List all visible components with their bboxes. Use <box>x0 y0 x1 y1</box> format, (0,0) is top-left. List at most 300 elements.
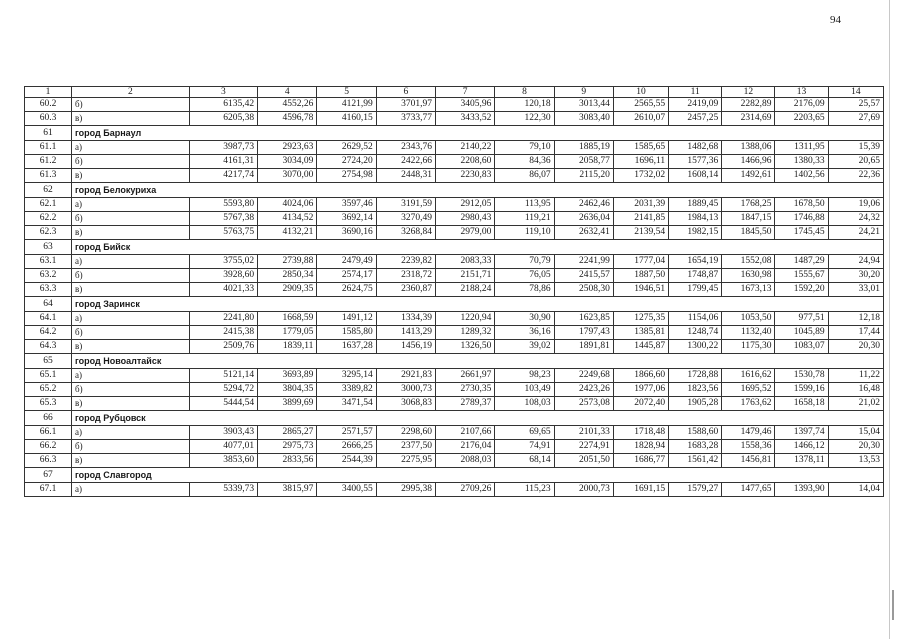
city-row <box>25 297 884 312</box>
row-index: 67 <box>25 468 72 483</box>
row-index: 64.1 <box>25 312 72 326</box>
table-cell: 1977,06 <box>613 383 668 397</box>
row-label: а) <box>72 141 190 155</box>
table-cell: 3013,44 <box>554 98 613 112</box>
city-row <box>25 183 884 198</box>
row-index: 63 <box>25 240 72 255</box>
table-cell: 1393,90 <box>775 483 828 497</box>
table-cell: 3903,43 <box>189 426 258 440</box>
table-cell: 2241,99 <box>554 255 613 269</box>
table-row <box>25 383 884 397</box>
page-number: 94 <box>830 14 841 26</box>
table-cell: 36,16 <box>495 326 554 340</box>
column-header: 3 <box>189 87 258 98</box>
column-header: 11 <box>669 87 722 98</box>
table-cell: 98,23 <box>495 369 554 383</box>
city-name: город Заринск <box>72 297 884 312</box>
table-cell: 1385,81 <box>613 326 668 340</box>
table-cell: 3471,54 <box>317 397 376 411</box>
table-cell: 1456,19 <box>376 340 435 354</box>
table-cell: 2479,49 <box>317 255 376 269</box>
table-cell: 15,39 <box>828 141 883 155</box>
row-label: б) <box>72 155 190 169</box>
table-cell: 2980,43 <box>436 212 495 226</box>
table-cell: 1678,50 <box>775 198 828 212</box>
table-cell: 1891,81 <box>554 340 613 354</box>
row-label: а) <box>72 198 190 212</box>
table-cell: 1984,13 <box>669 212 722 226</box>
table-cell: 30,90 <box>495 312 554 326</box>
table-row <box>25 141 884 155</box>
row-label: б) <box>72 326 190 340</box>
table-cell: 1175,30 <box>722 340 775 354</box>
row-label: б) <box>72 440 190 454</box>
row-label: а) <box>72 369 190 383</box>
table-cell: 2101,33 <box>554 426 613 440</box>
table-cell: 5294,72 <box>189 383 258 397</box>
table-cell: 3804,35 <box>258 383 317 397</box>
table-cell: 2058,77 <box>554 155 613 169</box>
table-cell: 2298,60 <box>376 426 435 440</box>
table-cell: 4021,33 <box>189 283 258 297</box>
table-cell: 1777,04 <box>613 255 668 269</box>
table-cell: 1491,12 <box>317 312 376 326</box>
table-cell: 1445,87 <box>613 340 668 354</box>
table-cell: 1718,48 <box>613 426 668 440</box>
table-cell: 3433,52 <box>436 112 495 126</box>
table-cell: 1845,50 <box>722 226 775 240</box>
table-cell: 2140,22 <box>436 141 495 155</box>
table-cell: 1887,50 <box>613 269 668 283</box>
table-cell: 4161,31 <box>189 155 258 169</box>
column-header: 12 <box>722 87 775 98</box>
table-row <box>25 255 884 269</box>
row-index: 67.1 <box>25 483 72 497</box>
table-cell: 1132,40 <box>722 326 775 340</box>
table-cell: 1823,56 <box>669 383 722 397</box>
row-index: 60.2 <box>25 98 72 112</box>
table-cell: 2419,09 <box>669 98 722 112</box>
table-cell: 1691,15 <box>613 483 668 497</box>
table-cell: 3928,60 <box>189 269 258 283</box>
table-cell: 2995,38 <box>376 483 435 497</box>
table-cell: 1768,25 <box>722 198 775 212</box>
table-cell: 3987,73 <box>189 141 258 155</box>
table-cell: 2176,04 <box>436 440 495 454</box>
table-cell: 3733,77 <box>376 112 435 126</box>
table-cell: 2318,72 <box>376 269 435 283</box>
row-label: а) <box>72 483 190 497</box>
table-cell: 2739,88 <box>258 255 317 269</box>
table-cell: 1456,81 <box>722 454 775 468</box>
table-cell: 17,44 <box>828 326 883 340</box>
table-cell: 1585,65 <box>613 141 668 155</box>
table-cell: 1732,02 <box>613 169 668 183</box>
table-row <box>25 454 884 468</box>
row-index: 62 <box>25 183 72 198</box>
table-cell: 3755,02 <box>189 255 258 269</box>
row-index: 64 <box>25 297 72 312</box>
table-cell: 15,04 <box>828 426 883 440</box>
column-header: 13 <box>775 87 828 98</box>
table-cell: 2912,05 <box>436 198 495 212</box>
row-index: 66.2 <box>25 440 72 454</box>
table-cell: 3389,82 <box>317 383 376 397</box>
table-cell: 4596,78 <box>258 112 317 126</box>
table-cell: 74,91 <box>495 440 554 454</box>
table-cell: 1388,06 <box>722 141 775 155</box>
table-cell: 20,30 <box>828 340 883 354</box>
table-cell: 2975,73 <box>258 440 317 454</box>
table-cell: 1889,45 <box>669 198 722 212</box>
table-cell: 1905,28 <box>669 397 722 411</box>
table-cell: 76,05 <box>495 269 554 283</box>
table-cell: 1487,29 <box>775 255 828 269</box>
table-cell: 11,22 <box>828 369 883 383</box>
row-index: 63.3 <box>25 283 72 297</box>
table-cell: 2666,25 <box>317 440 376 454</box>
table-cell: 103,49 <box>495 383 554 397</box>
table-cell: 1695,52 <box>722 383 775 397</box>
table-cell: 2274,91 <box>554 440 613 454</box>
table-cell: 1466,12 <box>775 440 828 454</box>
city-name: город Барнаул <box>72 126 884 141</box>
table-cell: 3400,55 <box>317 483 376 497</box>
table-row <box>25 426 884 440</box>
table-cell: 1616,62 <box>722 369 775 383</box>
table-cell: 2275,95 <box>376 454 435 468</box>
table-cell: 2509,76 <box>189 340 258 354</box>
table-cell: 2457,25 <box>669 112 722 126</box>
row-index: 65.3 <box>25 397 72 411</box>
row-index: 62.2 <box>25 212 72 226</box>
table-cell: 2377,50 <box>376 440 435 454</box>
row-label: в) <box>72 397 190 411</box>
row-label: в) <box>72 226 190 240</box>
table-cell: 1466,96 <box>722 155 775 169</box>
table-cell: 4132,21 <box>258 226 317 240</box>
city-row <box>25 468 884 483</box>
table-cell: 3597,46 <box>317 198 376 212</box>
table-cell: 1668,59 <box>258 312 317 326</box>
table-cell: 1946,51 <box>613 283 668 297</box>
table-cell: 2850,34 <box>258 269 317 283</box>
table-cell: 2151,71 <box>436 269 495 283</box>
table-row <box>25 312 884 326</box>
table-cell: 3191,59 <box>376 198 435 212</box>
table-cell: 2632,41 <box>554 226 613 240</box>
table-cell: 30,20 <box>828 269 883 283</box>
table-cell: 3701,97 <box>376 98 435 112</box>
table-cell: 1220,94 <box>436 312 495 326</box>
table-cell: 1300,22 <box>669 340 722 354</box>
table-cell: 2343,76 <box>376 141 435 155</box>
table-cell: 1866,60 <box>613 369 668 383</box>
table-cell: 1577,36 <box>669 155 722 169</box>
row-label: б) <box>72 269 190 283</box>
row-index: 65 <box>25 354 72 369</box>
table-cell: 1763,62 <box>722 397 775 411</box>
table-cell: 19,06 <box>828 198 883 212</box>
table-cell: 12,18 <box>828 312 883 326</box>
table-cell: 4160,15 <box>317 112 376 126</box>
table-cell: 2208,60 <box>436 155 495 169</box>
table-cell: 2141,85 <box>613 212 668 226</box>
table-cell: 5763,75 <box>189 226 258 240</box>
table-cell: 24,32 <box>828 212 883 226</box>
table-cell: 2139,54 <box>613 226 668 240</box>
table-row <box>25 212 884 226</box>
table-cell: 6135,42 <box>189 98 258 112</box>
table-cell: 1779,05 <box>258 326 317 340</box>
table-cell: 3268,84 <box>376 226 435 240</box>
table-cell: 6205,38 <box>189 112 258 126</box>
table-cell: 69,65 <box>495 426 554 440</box>
table-cell: 24,94 <box>828 255 883 269</box>
table-cell: 1334,39 <box>376 312 435 326</box>
table-cell: 119,21 <box>495 212 554 226</box>
column-header: 9 <box>554 87 613 98</box>
city-name: город Славгород <box>72 468 884 483</box>
tariff-table <box>24 86 884 497</box>
table-cell: 1885,19 <box>554 141 613 155</box>
table-cell: 21,02 <box>828 397 883 411</box>
table-cell: 5444,54 <box>189 397 258 411</box>
table-body <box>25 98 884 497</box>
table-cell: 4552,26 <box>258 98 317 112</box>
table-cell: 2508,30 <box>554 283 613 297</box>
table-cell: 3000,73 <box>376 383 435 397</box>
table-cell: 1479,46 <box>722 426 775 440</box>
table-cell: 1555,67 <box>775 269 828 283</box>
row-index: 66.1 <box>25 426 72 440</box>
table-cell: 68,14 <box>495 454 554 468</box>
table-cell: 1402,56 <box>775 169 828 183</box>
table-cell: 79,10 <box>495 141 554 155</box>
city-name: город Бийск <box>72 240 884 255</box>
row-index: 65.1 <box>25 369 72 383</box>
row-label: б) <box>72 98 190 112</box>
table-cell: 2730,35 <box>436 383 495 397</box>
table-cell: 2051,50 <box>554 454 613 468</box>
table-cell: 2239,82 <box>376 255 435 269</box>
table-cell: 2565,55 <box>613 98 668 112</box>
row-label: в) <box>72 112 190 126</box>
table-cell: 2072,40 <box>613 397 668 411</box>
table-cell: 2921,83 <box>376 369 435 383</box>
table-cell: 5593,80 <box>189 198 258 212</box>
table-cell: 113,95 <box>495 198 554 212</box>
table-cell: 4024,06 <box>258 198 317 212</box>
table-cell: 2203,65 <box>775 112 828 126</box>
table-cell: 1599,16 <box>775 383 828 397</box>
table-cell: 1746,88 <box>775 212 828 226</box>
table-cell: 1275,35 <box>613 312 668 326</box>
table-cell: 4121,99 <box>317 98 376 112</box>
table-cell: 1045,89 <box>775 326 828 340</box>
column-header: 2 <box>72 87 190 98</box>
row-index: 62.1 <box>25 198 72 212</box>
row-index: 65.2 <box>25 383 72 397</box>
table-cell: 1839,11 <box>258 340 317 354</box>
table-cell: 1686,77 <box>613 454 668 468</box>
table-cell: 2979,00 <box>436 226 495 240</box>
table-cell: 86,07 <box>495 169 554 183</box>
table-cell: 2573,08 <box>554 397 613 411</box>
table-row <box>25 326 884 340</box>
table-cell: 3405,96 <box>436 98 495 112</box>
row-index: 64.3 <box>25 340 72 354</box>
table-cell: 1745,45 <box>775 226 828 240</box>
table-cell: 2422,66 <box>376 155 435 169</box>
table-cell: 14,04 <box>828 483 883 497</box>
row-index: 62.3 <box>25 226 72 240</box>
table-cell: 1380,33 <box>775 155 828 169</box>
table-cell: 108,03 <box>495 397 554 411</box>
table-cell: 1413,29 <box>376 326 435 340</box>
table-cell: 1154,06 <box>669 312 722 326</box>
table-cell: 1053,50 <box>722 312 775 326</box>
table-cell: 2629,52 <box>317 141 376 155</box>
table-cell: 1558,36 <box>722 440 775 454</box>
table-cell: 1482,68 <box>669 141 722 155</box>
table-cell: 25,57 <box>828 98 883 112</box>
table-cell: 1696,11 <box>613 155 668 169</box>
table-row <box>25 198 884 212</box>
table-cell: 5339,73 <box>189 483 258 497</box>
table-cell: 1477,65 <box>722 483 775 497</box>
table-cell: 3034,09 <box>258 155 317 169</box>
column-header: 5 <box>317 87 376 98</box>
table-cell: 1637,28 <box>317 340 376 354</box>
table-cell: 1378,11 <box>775 454 828 468</box>
table-cell: 1588,60 <box>669 426 722 440</box>
table-cell: 5767,38 <box>189 212 258 226</box>
column-header: 1 <box>25 87 72 98</box>
table-cell: 2107,66 <box>436 426 495 440</box>
table-row <box>25 269 884 283</box>
column-header: 14 <box>828 87 883 98</box>
city-row <box>25 354 884 369</box>
table-cell: 2923,63 <box>258 141 317 155</box>
table-cell: 122,30 <box>495 112 554 126</box>
column-header: 10 <box>613 87 668 98</box>
table-cell: 1311,95 <box>775 141 828 155</box>
table-cell: 2909,35 <box>258 283 317 297</box>
table-cell: 3899,69 <box>258 397 317 411</box>
table-cell: 2624,75 <box>317 283 376 297</box>
row-index: 64.2 <box>25 326 72 340</box>
row-index: 61.2 <box>25 155 72 169</box>
header-row <box>25 87 884 98</box>
table-row <box>25 226 884 240</box>
table-cell: 1397,74 <box>775 426 828 440</box>
table-row <box>25 440 884 454</box>
table-cell: 120,18 <box>495 98 554 112</box>
table-cell: 1552,08 <box>722 255 775 269</box>
table-cell: 4217,74 <box>189 169 258 183</box>
table-cell: 2544,39 <box>317 454 376 468</box>
table-cell: 33,01 <box>828 283 883 297</box>
table-row <box>25 98 884 112</box>
table-cell: 84,36 <box>495 155 554 169</box>
table-cell: 22,36 <box>828 169 883 183</box>
row-index: 61.1 <box>25 141 72 155</box>
table-cell: 2088,03 <box>436 454 495 468</box>
table-cell: 3815,97 <box>258 483 317 497</box>
table-cell: 1289,32 <box>436 326 495 340</box>
table-cell: 1608,14 <box>669 169 722 183</box>
table-cell: 977,51 <box>775 312 828 326</box>
table-cell: 78,86 <box>495 283 554 297</box>
column-header: 4 <box>258 87 317 98</box>
table-cell: 20,30 <box>828 440 883 454</box>
row-index: 60.3 <box>25 112 72 126</box>
city-row <box>25 411 884 426</box>
table-cell: 2462,46 <box>554 198 613 212</box>
table-cell: 4134,52 <box>258 212 317 226</box>
table-cell: 3083,40 <box>554 112 613 126</box>
table-row <box>25 483 884 497</box>
table-cell: 5121,14 <box>189 369 258 383</box>
row-label: б) <box>72 383 190 397</box>
table-cell: 2282,89 <box>722 98 775 112</box>
table-cell: 2083,33 <box>436 255 495 269</box>
table-cell: 1623,85 <box>554 312 613 326</box>
table-cell: 3853,60 <box>189 454 258 468</box>
table-cell: 3690,16 <box>317 226 376 240</box>
table-cell: 13,53 <box>828 454 883 468</box>
table-cell: 2249,68 <box>554 369 613 383</box>
table-cell: 2230,83 <box>436 169 495 183</box>
table-cell: 2000,73 <box>554 483 613 497</box>
table-cell: 1683,28 <box>669 440 722 454</box>
table-cell: 2754,98 <box>317 169 376 183</box>
row-label: в) <box>72 169 190 183</box>
table-cell: 2314,69 <box>722 112 775 126</box>
row-index: 66 <box>25 411 72 426</box>
table-cell: 3068,83 <box>376 397 435 411</box>
table-cell: 27,69 <box>828 112 883 126</box>
table-cell: 3295,14 <box>317 369 376 383</box>
column-header: 7 <box>436 87 495 98</box>
column-header: 8 <box>495 87 554 98</box>
table-cell: 2415,38 <box>189 326 258 340</box>
table-cell: 2789,37 <box>436 397 495 411</box>
table-cell: 1654,19 <box>669 255 722 269</box>
table-cell: 1492,61 <box>722 169 775 183</box>
table-cell: 16,48 <box>828 383 883 397</box>
table-cell: 4077,01 <box>189 440 258 454</box>
table-cell: 2833,56 <box>258 454 317 468</box>
city-name: город Белокуриха <box>72 183 884 198</box>
table-cell: 70,79 <box>495 255 554 269</box>
table-row <box>25 155 884 169</box>
table-row <box>25 340 884 354</box>
table-cell: 2574,17 <box>317 269 376 283</box>
page-edge-mark <box>892 590 894 620</box>
table-cell: 1630,98 <box>722 269 775 283</box>
table-cell: 2610,07 <box>613 112 668 126</box>
table-cell: 2188,24 <box>436 283 495 297</box>
row-index: 61.3 <box>25 169 72 183</box>
table-cell: 119,10 <box>495 226 554 240</box>
table-cell: 1799,45 <box>669 283 722 297</box>
city-name: город Новоалтайск <box>72 354 884 369</box>
table-cell: 3693,89 <box>258 369 317 383</box>
table-cell: 2448,31 <box>376 169 435 183</box>
table-cell: 2423,26 <box>554 383 613 397</box>
